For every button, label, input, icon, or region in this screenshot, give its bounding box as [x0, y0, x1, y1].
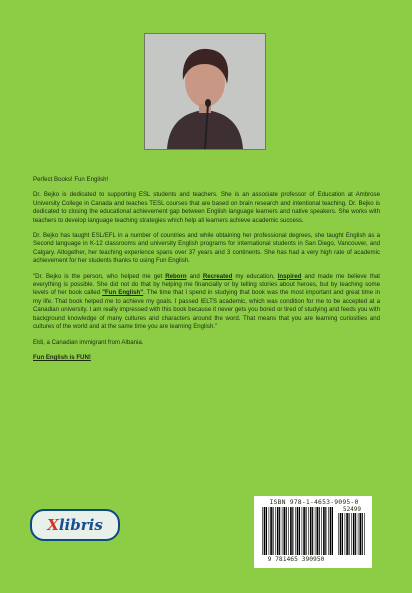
quote-reborn: Reborn	[165, 272, 187, 280]
barcode-bar	[323, 507, 325, 555]
barcode-bar	[270, 507, 272, 555]
barcode-bar	[325, 507, 326, 555]
bio-paragraph-1: Dr. Bejko is dedicated to supporting ESL students and teachers. She is an associate professor of Education at Ambrose University College in Canada and teaches TESL courses that are based on brain research and intentional teaching. Dr. Bejko is dedicated to closing the educational achievement gap between English language learners and native speakers. She works with teachers to develop language teaching strategies which help all learners achieve academic success.	[33, 191, 380, 224]
barcode-bar	[269, 507, 270, 555]
quote-inspired: Inspired	[277, 272, 302, 280]
barcode-bar	[262, 507, 263, 555]
barcode-bar	[264, 507, 266, 555]
barcode-bar	[360, 513, 362, 555]
barcode-bar	[279, 507, 280, 555]
logo-x: X	[47, 516, 59, 534]
barcode-bar	[297, 507, 299, 555]
barcode-bar	[349, 513, 350, 555]
tagline: Fun English is FUN!	[33, 353, 91, 361]
quote-recreated: Recreated	[202, 272, 233, 280]
barcode-bar	[342, 513, 343, 555]
barcode-bar	[319, 507, 320, 555]
barcode-bar	[292, 507, 293, 555]
barcode-bar	[273, 507, 274, 555]
barcode-bar	[282, 507, 283, 555]
barcode-bar	[275, 507, 276, 555]
barcode-bar	[299, 507, 300, 555]
barcode-bar	[328, 507, 329, 555]
barcode-bar	[286, 507, 287, 555]
barcode-bar	[315, 507, 316, 555]
quote-part: my education,	[232, 272, 278, 280]
barcode-bar	[364, 513, 365, 555]
barcode-bar	[295, 507, 296, 555]
barcode-bar	[355, 513, 356, 555]
barcode-bar	[362, 513, 363, 555]
quote-part: and made me believe that everything is possible. She did not do that by helping me financially or by telling stories about heroes, but by teaching some levels of her book called	[33, 272, 380, 297]
barcode-bar	[266, 507, 267, 555]
author-portrait-illustration	[145, 34, 265, 149]
bio-paragraph-2: Dr. Bejko has taught ESL/EFL in a number of countries and while obtaining her professional degrees, she taught English as a Second language in K-12 classrooms and university English programs for international students in San Diego, Vancouver, and Calgary. Altogether, her teaching experience spans over 37 years and 3 continents. She has had a very high rate of academic achievement for her students thanks to using Fun English.	[33, 232, 380, 265]
barcode-bars	[262, 507, 334, 555]
quote-part: "Dr. Bejko is the person, who helped me get	[33, 272, 166, 280]
heading: Perfect Books! Fun English!	[33, 176, 109, 183]
logo-rest: libris	[58, 516, 103, 534]
barcode-bar	[332, 507, 333, 555]
barcode-bar	[302, 507, 303, 555]
barcode-bar	[306, 507, 307, 555]
quote-part: . The time that I spend in studying that book was the most important and great time in my life. That book helped me to achieve my goals. I passed IELTS academic, which was condition for me to be accepted at a Canadian university. I am really impressed with this book because it never gets you bored or tired of studying and feeds you with background knowledge of many cultures and characters around the word. That means that you are learning curiosities and cultures of the world and at the same time you are learning English."	[33, 289, 380, 331]
barcode-bar	[303, 507, 305, 555]
xlibris-logo	[30, 509, 120, 541]
barcode-bar	[308, 507, 309, 555]
barcode-bar	[330, 507, 332, 555]
barcode-bar	[317, 507, 319, 555]
signature: Eldi, a Canadian immigrant from Albania.	[33, 338, 144, 346]
barcode-bar	[346, 513, 348, 555]
testimonial-quote	[33, 273, 380, 332]
barcode-bar	[338, 513, 339, 555]
barcode-addon-number: 52499	[342, 506, 362, 513]
barcode-bar	[321, 507, 322, 555]
barcode-bar	[340, 513, 342, 555]
isbn-barcode	[254, 496, 372, 568]
back-cover-text	[33, 176, 380, 369]
barcode-digits: 9 781465 390950	[267, 556, 325, 563]
barcode-bar	[351, 513, 352, 555]
barcode-bar	[310, 507, 312, 555]
barcode-bar	[288, 507, 289, 555]
barcode-bar	[284, 507, 286, 555]
quote-part: and	[186, 272, 203, 280]
barcode-bar	[353, 513, 355, 555]
barcode-addon-bars	[338, 513, 366, 555]
isbn-label: ISBN 978-1-4653-9095-0	[269, 498, 359, 506]
barcode-bar	[290, 507, 292, 555]
quote-fun-english: "Fun English"	[102, 289, 144, 297]
barcode-bar	[358, 513, 359, 555]
barcode-bar	[277, 507, 279, 555]
barcode-bar	[345, 513, 346, 555]
barcode-bar	[312, 507, 313, 555]
author-photo	[144, 33, 266, 150]
